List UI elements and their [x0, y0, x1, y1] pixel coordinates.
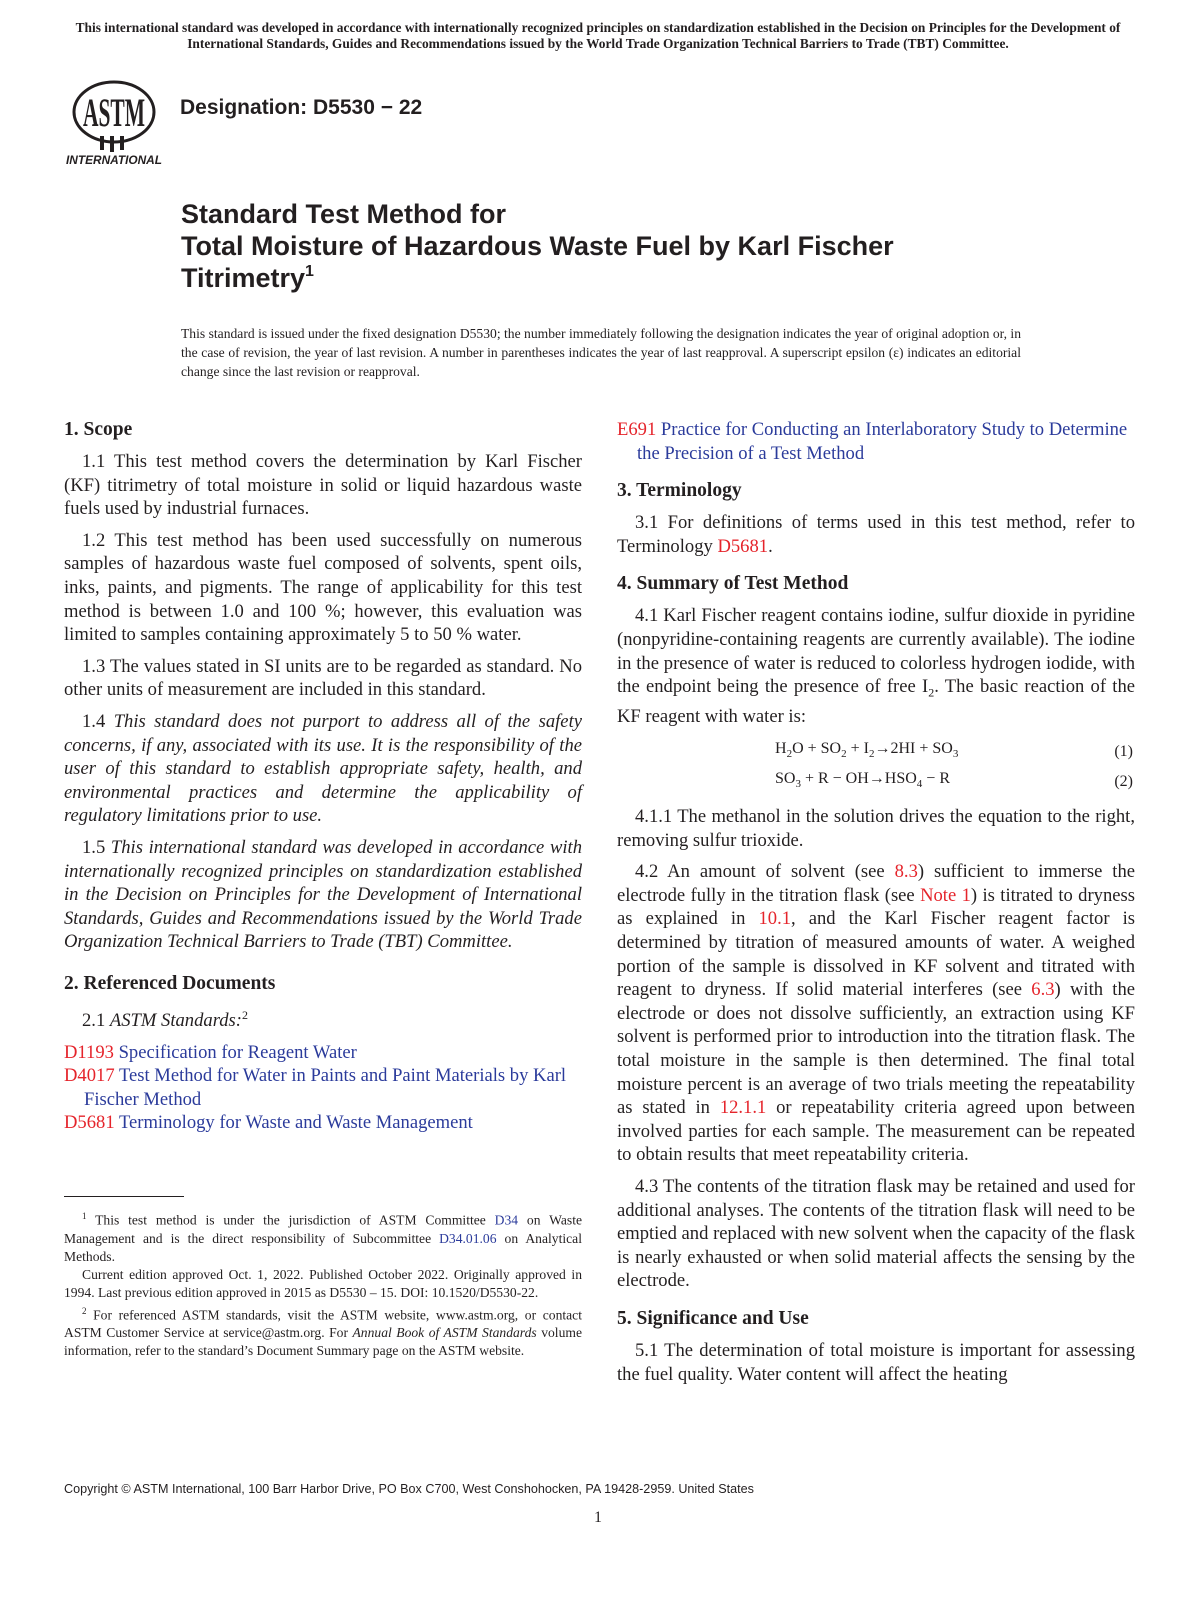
left-column [64, 418, 582, 1135]
xref-8-3[interactable]: 8.3 [894, 861, 918, 883]
footnote-divider [64, 1196, 184, 1197]
equation-1 [617, 737, 1135, 767]
link-d34[interactable]: D34 [494, 1212, 519, 1228]
footnote-1-text-a: This test method is under the jurisdiction of ASTM Committee [95, 1212, 495, 1228]
para-5-1: 5.1 The determination of total moisture is important for assessing the fuel quality. Water content will affect the heating [617, 1339, 1135, 1385]
astm-logo [64, 76, 168, 166]
footnote-1 [64, 1207, 582, 1266]
para-1-5-number: 1.5 [82, 836, 106, 858]
para-4-2-text-a: 4.2 An amount of solvent (see [635, 861, 895, 883]
para-4-1-1: 4.1.1 The methanol in the solution drives the equation to the right, removing sulfur trioxide. [617, 806, 1135, 851]
footnote-2 [64, 1302, 582, 1361]
ref-e691[interactable] [617, 418, 1135, 465]
title-line-2: Total Moisture of Hazardous Waste Fuel by Karl Fischer [181, 231, 894, 261]
document-title [181, 198, 1081, 294]
footnote-2-mark-bottom: 2 [82, 1305, 87, 1316]
footnote-1-edition: Current edition approved Oct. 1, 2022. Published October 2022. Originally approved in 1994. Last previous edition approved in 2015 as D5530 – 15. DOI: 10.1520/D5530-22. [64, 1266, 582, 1300]
xref-6-3[interactable]: 6.3 [1031, 979, 1055, 1001]
para-1-5-text: This international standard was developed in accordance with internationally recognized principles on standardization established in the Decision on Principles for the Development of International Standards, Guides and Recommendations issued by the World Trade Organization Technical Barriers to Trade (TBT) Committee. [64, 836, 582, 953]
xref-12-1-1[interactable]: 12.1.1 [719, 1097, 767, 1119]
para-1-3: 1.3 The values stated in SI units are to be regarded as standard. No other units of measurement are included in this standard. [64, 655, 582, 701]
para-3-1-end: . [768, 535, 773, 557]
astm-standards-label: ASTM Standards: [109, 1010, 242, 1032]
designation: Designation: D5530 − 22 [180, 96, 423, 119]
equation-2-formula: $SO_3 + R - OH\to HSO_4 - R$ [775, 770, 950, 791]
summary-heading: 4. Summary of Test Method [617, 573, 849, 595]
para-4-1 [617, 604, 1135, 729]
para-4-1-end: . The basic reaction of the KF reagent with water is: [617, 676, 1136, 728]
right-column [617, 418, 1135, 1394]
para-4-2-text-e: ) with the electrode or does not dissolve sufficiently, an extraction using KF solvent is performed prior to introduction into the titration flask. The total moisture in the sample is then determined. The final total moisture percent is an average of two trials meeting the repeatability as stated in [617, 979, 1136, 1119]
footnote-1-text-b: on Waste Management and is the direct responsibility of Subcommittee [64, 1212, 583, 1246]
footnote-2-text-a: For referenced ASTM standards, visit the ASTM website, www.astm.org, or contact ASTM Customer Service at service@astm.org. For [64, 1307, 582, 1341]
ref-title[interactable]: Test Method for Water in Paints and Paint Materials by Karl Fischer Method [84, 1065, 567, 1110]
para-4-2-text-c: ) is titrated to dryness as explained in [617, 884, 1135, 930]
title-footnote-mark[interactable]: 1 [305, 263, 314, 280]
equation-1-number: (1) [1114, 743, 1133, 761]
ref-title[interactable]: Practice for Conducting an Interlaboratory Study to Determine the Precision of a Test Method [637, 419, 1128, 464]
terminology-heading: 3. Terminology [617, 480, 742, 502]
footnote-2-mark[interactable]: 2 [241, 1007, 248, 1022]
xref-d5681[interactable]: D5681 [717, 535, 769, 557]
ref-title[interactable]: Terminology for Waste and Waste Management [118, 1112, 473, 1134]
astm-logo-subtext: INTERNATIONAL [66, 153, 162, 167]
para-1-4-number: 1.4 [82, 710, 106, 732]
astm-logo-text: ASTM [83, 90, 145, 135]
footnotes [64, 1207, 582, 1360]
footnote-2-italic: Annual Book of ASTM Standards [352, 1325, 537, 1341]
para-4-2 [617, 860, 1135, 1167]
scope-heading: 1. Scope [64, 419, 133, 440]
para-4-2-text-b: ) sufficient to immerse the electrode fully in the titration flask (see [617, 861, 1135, 906]
ref-code[interactable]: D1193 [64, 1041, 114, 1063]
page-number: 1 [594, 1509, 602, 1526]
title-line-3-text: Titrimetry [181, 263, 306, 293]
para-2-1-number: 2.1 [82, 1010, 106, 1032]
para-3-1 [617, 511, 1135, 558]
link-d34-01-06[interactable]: D34.01.06 [439, 1230, 497, 1246]
footnote-2-text-b: volume information, refer to the standard’s Document Summary page on the ASTM website. [64, 1325, 582, 1359]
ref-d5681[interactable] [64, 1111, 582, 1135]
equation-2-number: (2) [1114, 773, 1133, 791]
ref-d4017[interactable] [64, 1064, 582, 1111]
ref-d1193[interactable] [64, 1041, 582, 1065]
para-4-2-text-d: , and the Karl Fischer reagent factor is determined by titration of measured amounts of water. A weighed portion of the sample is dissolved in KF solvent and titrated with reagent to dryness. If solid material interferes (see [617, 908, 1135, 1001]
xref-10-1[interactable]: 10.1 [758, 908, 792, 930]
equation-2 [617, 767, 1135, 797]
para-4-1-text: 4.1 Karl Fischer reagent contains iodine, sulfur dioxide in pyridine (nonpyridine-containing reagents are currently available). The iodine in the presence of water is reduced to colorless hydrogen iodide, with the endpoint being the presence of free I [617, 605, 1135, 698]
referenced-documents-heading: 2. Referenced Documents [64, 972, 276, 994]
copyright: Copyright © ASTM International, 100 Barr Harbor Drive, PO Box C700, West Conshohocken, PA 19428-2959. United States [64, 1482, 754, 1496]
para-4-2-text-f: or repeatability criteria agreed upon between involved parties for each sample. The measurement can be repeated to obtain results that meet repeatability criteria. [617, 1097, 1135, 1166]
para-1-5 [64, 836, 582, 954]
para-4-3: 4.3 The contents of the titration flask may be retained and used for additional analyses. The contents of the titration flask will need to be emptied and replaced with new solvent when the capacity of the flask is nearly exhausted or when solid material affects the sensing by the electrode. [617, 1175, 1135, 1292]
xref-note-1[interactable]: Note 1 [920, 884, 971, 906]
title-line-1: Standard Test Method for [181, 199, 507, 229]
ref-code[interactable]: D5681 [64, 1112, 115, 1134]
para-1-4 [64, 710, 582, 828]
title-line-3 [181, 262, 1081, 294]
issue-note: This standard is issued under the fixed designation D5530; the number immediately following the designation indicates the year of original adoption or, in the case of revision, the year of last revision. A number in parentheses indicates the year of last reapproval. A superscript epsilon (ε) indicates an editorial change since the last revision or reapproval. [181, 326, 1021, 379]
equation-1-formula: $H_2O + SO_2 + I_2\to 2HI + SO_3$ [775, 740, 959, 761]
footnote-1-mark: 1 [82, 1211, 87, 1221]
ref-code[interactable]: E691 [617, 419, 657, 440]
ref-code[interactable]: D4017 [64, 1065, 115, 1087]
para-3-1-text: 3.1 For definitions of terms used in this test method, refer to Terminology [617, 512, 1135, 557]
ref-title[interactable]: Specification for Reagent Water [118, 1041, 357, 1063]
footnote-1-text-c: on Analytical Methods. [64, 1230, 582, 1264]
para-1-2: 1.2 This test method has been used successfully on numerous samples of hazardous waste fuel composed of solvents, spent oils, inks, paints, and pigments. The range of applicability for this test method is between 1.0 and 100 %; however, this evaluation was limited to samples containing approximately 5 to 50 % water. [64, 529, 582, 646]
para-1-1: 1.1 This test method covers the determination by Karl Fischer (KF) titrimetry of total moisture in solid or liquid hazardous waste fuels used by industrial furnaces. [64, 451, 582, 520]
para-4-1-sub: 2 [928, 685, 935, 700]
wto-notice: This international standard was developed in accordance with internationally recognized principles on standardization established in the Decision on Principles for the Development of International Standards, Guides and Recommendations issued by the World Trade Organization Technical Barriers to Trade (TBT) Committee. [75, 20, 1121, 51]
para-2-1 [64, 1004, 582, 1033]
significance-heading: 5. Significance and Use [617, 1307, 809, 1329]
para-1-4-text: This standard does not purport to address all of the safety concerns, if any, associated with its use. It is the responsibility of the user of this standard to establish appropriate safety, health, and environmental practices and determine the applicability of regulatory limitations prior to use. [64, 710, 582, 827]
